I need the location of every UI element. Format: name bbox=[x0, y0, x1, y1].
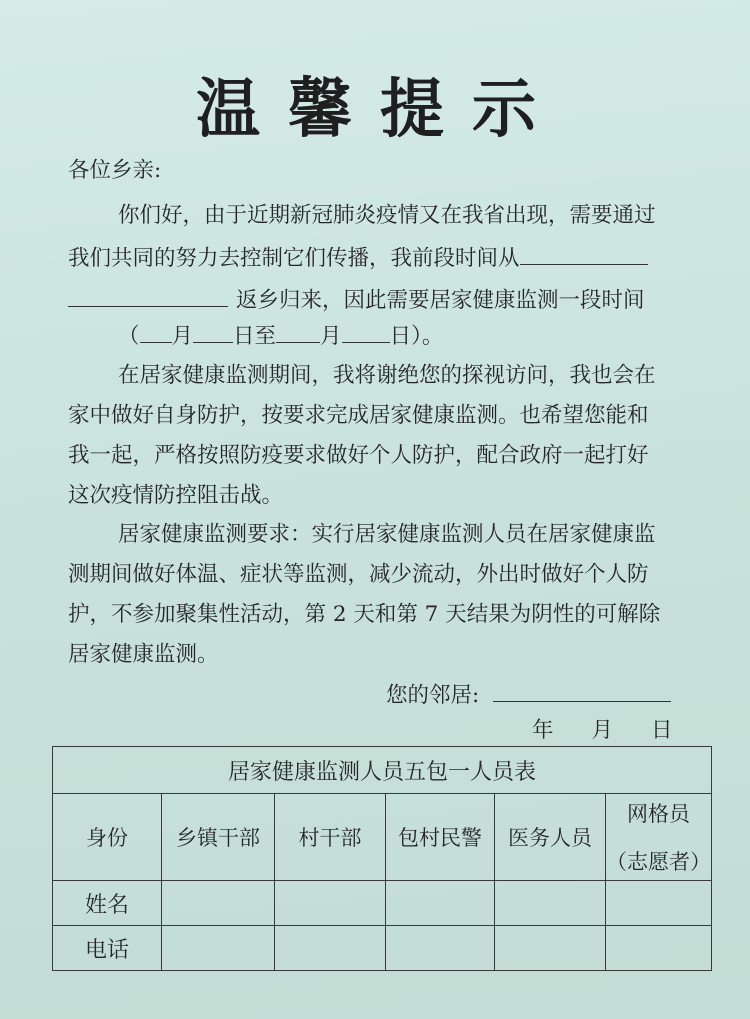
table-row bbox=[53, 881, 712, 926]
header-grid-member-label: 网格员 bbox=[627, 802, 690, 826]
table-cell[interactable] bbox=[162, 881, 275, 926]
header-medical-staff: 医务人员 bbox=[495, 794, 606, 881]
paragraph-3-line-4: 居家健康监测。 bbox=[68, 642, 219, 667]
page-title: 温馨提示 bbox=[196, 73, 564, 147]
salutation: 各位乡亲: bbox=[68, 158, 162, 183]
month-label: 月 bbox=[591, 718, 614, 743]
header-township-cadre: 乡镇干部 bbox=[162, 794, 275, 881]
day-label: 日 bbox=[651, 718, 673, 743]
signature-line bbox=[386, 681, 671, 709]
paragraph-1-line-3 bbox=[68, 286, 645, 314]
table-cell[interactable] bbox=[275, 881, 386, 926]
paragraph-2-line-3: 我一起，严格按照防疫要求做好个人防护，配合政府一起打好 bbox=[68, 443, 649, 468]
header-village-police: 包村民警 bbox=[386, 794, 495, 881]
table-row bbox=[53, 926, 712, 971]
date-range-line bbox=[118, 322, 443, 350]
table-cell[interactable] bbox=[606, 926, 712, 971]
paragraph-3-line-2: 测期间做好体温、症状等监测，减少流动，外出时做好个人防 bbox=[68, 562, 649, 587]
paragraph-1-line-1: 你们好，由于近期新冠肺炎疫情又在我省出现，需要通过 bbox=[118, 203, 656, 228]
table-cell[interactable] bbox=[162, 926, 275, 971]
month-label: 月 bbox=[320, 324, 342, 349]
signature-label: 您的邻居: bbox=[386, 683, 480, 708]
date-line bbox=[532, 718, 673, 744]
signature-blank[interactable] bbox=[493, 681, 671, 702]
table-cell[interactable] bbox=[386, 926, 495, 971]
origin-blank-continued[interactable] bbox=[68, 286, 228, 307]
row-label-phone: 电话 bbox=[53, 926, 162, 971]
day-label: 日）。 bbox=[389, 324, 444, 349]
month-label: 月 bbox=[171, 324, 194, 349]
paragraph-1-line-3-text: 返乡归来，因此需要居家健康监测一段时间 bbox=[236, 288, 645, 313]
row-label-name: 姓名 bbox=[53, 881, 162, 926]
header-identity: 身份 bbox=[53, 794, 162, 881]
start-day-blank[interactable] bbox=[193, 322, 233, 343]
table-cell[interactable] bbox=[386, 881, 495, 926]
roster-table bbox=[52, 746, 712, 971]
paragraph-3-line-1: 居家健康监测要求：实行居家健康监测人员在居家健康监 bbox=[118, 522, 656, 547]
header-volunteer-note: （志愿者） bbox=[606, 850, 711, 874]
paragraph-3-line-3: 护，不参加聚集性活动，第 2 天和第 7 天结果为阴性的可解除 bbox=[68, 602, 661, 627]
start-month-blank[interactable] bbox=[140, 322, 172, 343]
end-month-blank[interactable] bbox=[276, 322, 320, 343]
open-paren: （ bbox=[118, 324, 140, 349]
table-cell[interactable] bbox=[495, 881, 606, 926]
origin-blank[interactable] bbox=[520, 244, 648, 265]
year-label: 年 bbox=[532, 718, 554, 743]
paragraph-2-line-2: 家中做好自身防护，按要求完成居家健康监测。也希望您能和 bbox=[68, 403, 649, 428]
paragraph-1-line-2 bbox=[68, 244, 648, 272]
paragraph-1-line-2-text: 我们共同的努力去控制它们传播，我前段时间从 bbox=[68, 246, 520, 271]
table-cell[interactable] bbox=[275, 926, 386, 971]
to-label: 日至 bbox=[233, 324, 277, 349]
header-village-cadre: 村干部 bbox=[275, 794, 386, 881]
header-grid-member bbox=[606, 794, 712, 881]
roster-table-title: 居家健康监测人员五包一人员表 bbox=[53, 747, 712, 794]
paragraph-2-line-4: 这次疫情防控阻击战。 bbox=[68, 483, 284, 508]
table-cell[interactable] bbox=[606, 881, 712, 926]
end-day-blank[interactable] bbox=[342, 322, 390, 343]
paragraph-2-line-1: 在居家健康监测期间，我将谢绝您的探视访问，我也会在 bbox=[118, 363, 656, 388]
table-cell[interactable] bbox=[495, 926, 606, 971]
